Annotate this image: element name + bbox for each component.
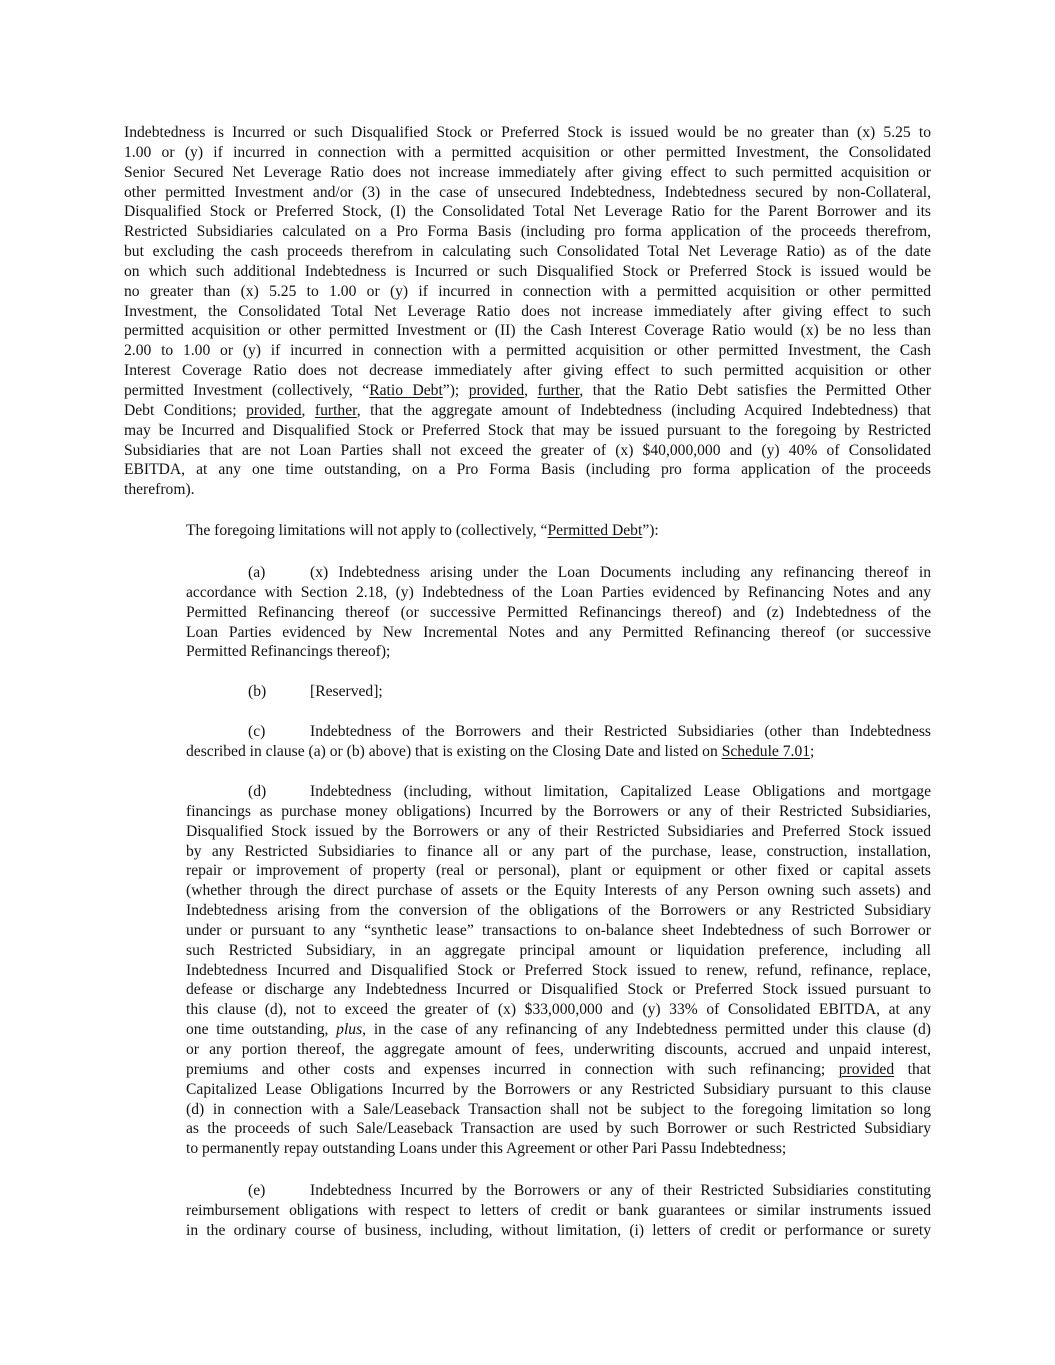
text-run: under or pursuant to any “synthetic lease” transactions to on-balance sheet Indebtedness of such Borrower or xyxy=(186,921,931,939)
text-line xyxy=(186,842,931,862)
text-line xyxy=(186,1040,931,1060)
clause-lead-text xyxy=(310,683,383,700)
clause-first-line xyxy=(186,782,931,802)
paragraph-ratio-debt xyxy=(124,123,931,500)
clause-c xyxy=(186,722,931,762)
text-line xyxy=(124,242,931,262)
text-run: Indebtedness is Incurred or such Disqualified Stock or Preferred Stock is issued would be no greater than (x) 5.25 to xyxy=(124,124,932,141)
text-run: repair or improvement of property (real or personal), plant or equipment or other fixed or capital assets xyxy=(186,862,931,880)
defined-term: further xyxy=(314,401,357,419)
text-line xyxy=(124,143,931,163)
text-line xyxy=(186,583,931,603)
text-run: Investment, the Consolidated Total Net Leverage Ratio does not increase immediately after giving effect to such xyxy=(124,302,931,320)
text-run: Restricted Subsidiaries calculated on a Pro Forma Basis (including pro forma application of the proceeds therefrom, xyxy=(124,223,931,241)
clause-lead-text xyxy=(310,1182,931,1199)
text-run: Interest Coverage Ratio does not decrease immediately after giving effect to such permitted acquisition or other xyxy=(124,362,931,380)
text-line xyxy=(124,282,931,302)
clause-e xyxy=(186,1181,931,1241)
text-run: Subsidiaries that are not Loan Parties shall not exceed the greater of (x) $40,000,000 and (y) 40% of Consolidated xyxy=(124,441,931,459)
text-run: this clause (d), not to exceed the greater of (x) $33,000,000 and (y) 33% of Consolidated EBITDA, at any xyxy=(186,1001,931,1019)
text-run: , that the aggregate amount of Indebtedness (including Acquired Indebtedness) that xyxy=(356,401,931,419)
clause-lead-text xyxy=(310,723,931,740)
text-run: (whether through the direct purchase of assets or the Equity Interests of any Person owning such assets) and xyxy=(186,882,931,900)
text-line xyxy=(186,742,931,762)
text-run: Permitted Refinancings thereof); xyxy=(186,643,391,661)
defined-term: Schedule 7.01 xyxy=(721,742,811,760)
text-run: Disqualified Stock or Preferred Stock, (I) the Consolidated Total Net Leverage Ratio for the Parent Borrower and its xyxy=(124,203,931,221)
clause-label: (a) xyxy=(248,564,266,581)
text-run: in the ordinary course of business, including, without limitation, (i) letters of credit or performance or surety xyxy=(186,1221,931,1239)
text-run: reimbursement obligations with respect to letters of credit or bank guarantees or similar instruments issued xyxy=(186,1201,931,1219)
text-line xyxy=(186,603,931,623)
clause-lead-text xyxy=(310,783,931,800)
text-run: permitted Investment (collectively, “ xyxy=(124,381,370,399)
emphasis-text: plus xyxy=(336,1021,363,1039)
text-line xyxy=(186,901,931,921)
text-run: The foregoing limitations will not apply to (collectively, “ xyxy=(186,522,548,539)
defined-term: provided xyxy=(246,401,302,419)
text-run: ”): xyxy=(642,522,659,539)
text-line xyxy=(124,421,931,441)
text-line xyxy=(124,480,931,500)
text-line xyxy=(124,262,931,282)
clause-d xyxy=(186,782,931,1159)
text-run: Permitted Refinancing thereof (or successive Permitted Refinancings thereof) and (z) Indebtedness of the xyxy=(186,603,931,621)
text-run: on which such additional Indebtedness is Incurred or such Disqualified Stock or Preferred Stock is issued would be xyxy=(124,262,931,280)
text-line xyxy=(186,802,931,822)
text-run: (d) in connection with a Sale/Leaseback Transaction shall not be subject to the foregoing limitation so long xyxy=(186,1100,931,1118)
text-run: ; xyxy=(810,742,815,760)
clause-a xyxy=(186,563,931,662)
text-run: Indebtedness (including, without limitation, Capitalized Lease Obligations and mortgage xyxy=(310,783,931,800)
text-line xyxy=(124,183,931,203)
text-run: financings as purchase money obligations) Incurred by the Borrowers or any of their Restricted Subsidiaries, xyxy=(186,802,931,820)
text-line xyxy=(186,961,931,981)
text-run: therefrom). xyxy=(124,481,195,499)
text-run: 2.00 to 1.00 or (y) if incurred in connection with a permitted acquisition or other permitted Investment, the Cash xyxy=(124,342,931,360)
text-line xyxy=(186,1119,931,1139)
text-line xyxy=(124,341,931,361)
text-line xyxy=(186,1139,931,1159)
clause-lead-text xyxy=(310,564,931,581)
clause-label: (b) xyxy=(248,683,267,700)
clause-first-line xyxy=(186,722,931,742)
text-line xyxy=(186,1201,931,1221)
text-run: premiums and other costs and expenses incurred in connection with such refinancing; xyxy=(186,1060,839,1078)
text-run: accordance with Section 2.18, (y) Indebtedness of the Loan Parties evidenced by Refinancing Notes and any xyxy=(186,583,931,601)
text-line xyxy=(124,381,931,401)
defined-term: Ratio Debt xyxy=(369,381,443,399)
text-line xyxy=(186,623,931,643)
paragraph-permitted-debt-intro xyxy=(186,521,931,541)
text-run: Indebtedness of the Borrowers and their Restricted Subsidiaries (other than Indebtedness xyxy=(310,723,931,740)
text-run: Indebtedness Incurred and Disqualified Stock or Preferred Stock issued to renew, refund, refinance, replace, xyxy=(186,961,931,979)
text-run: 1.00 or (y) if incurred in connection with a permitted acquisition or other permitted Investment, the Consolidated xyxy=(124,143,931,161)
text-line xyxy=(186,941,931,961)
text-line xyxy=(186,1060,931,1080)
text-line xyxy=(186,521,931,541)
text-line xyxy=(124,441,931,461)
text-line xyxy=(124,401,931,421)
text-line xyxy=(124,302,931,322)
text-run: defease or discharge any Indebtedness Incurred or Disqualified Stock or Preferred Stock issued pursuant to xyxy=(186,981,931,999)
text-run: EBITDA, at any one time outstanding, on a Pro Forma Basis (including pro forma application of the proceeds xyxy=(124,461,931,479)
text-run: (x) Indebtedness arising under the Loan Documents including any refinancing thereof in xyxy=(310,564,931,581)
text-run: other permitted Investment and/or (3) in the case of unsecured Indebtedness, Indebtedness secured by non-Collateral, xyxy=(124,183,932,201)
text-run: that xyxy=(894,1060,931,1078)
text-line xyxy=(124,202,931,222)
text-line xyxy=(186,822,931,842)
text-run: one time outstanding, xyxy=(186,1021,337,1039)
text-run: as the proceeds of such Sale/Leaseback Transaction are used by such Borrower or such Restricted Subsidiary xyxy=(186,1120,932,1138)
defined-term: provided xyxy=(838,1060,895,1078)
defined-term: provided xyxy=(468,381,525,399)
text-run: Debt Conditions; xyxy=(124,401,247,419)
text-line xyxy=(124,123,931,143)
text-line xyxy=(186,861,931,881)
text-run: ”); xyxy=(442,381,469,399)
text-run: permitted acquisition or other permitted Investment or (II) the Cash Interest Coverage Ratio would (x) be no less than xyxy=(124,322,931,340)
clause-label: (e) xyxy=(248,1182,266,1199)
text-run: , that the Ratio Debt satisfies the Permitted Other xyxy=(579,381,931,399)
text-line xyxy=(186,980,931,1000)
text-line xyxy=(124,222,931,242)
text-line xyxy=(186,1000,931,1020)
text-line xyxy=(186,1020,931,1040)
clause-first-line xyxy=(186,682,931,702)
text-run: Senior Secured Net Leverage Ratio does not increase immediately after giving effect to such permitted acquisition or xyxy=(124,163,931,181)
text-run: described in clause (a) or (b) above) that is existing on the Closing Date and listed on xyxy=(186,742,722,760)
text-line xyxy=(186,921,931,941)
text-run: Loan Parties evidenced by New Incremental Notes and any Permitted Refinancing thereof (or successive xyxy=(186,623,931,641)
text-line xyxy=(124,460,931,480)
defined-term: further xyxy=(537,381,580,399)
text-line xyxy=(124,361,931,381)
text-line xyxy=(186,1221,931,1241)
text-line xyxy=(186,1080,931,1100)
clause-label: (d) xyxy=(248,783,267,800)
text-run: by any Restricted Subsidiaries to finance all or any part of the purchase, lease, construction, installation, xyxy=(186,842,931,860)
text-run: Indebtedness Incurred by the Borrowers or any of their Restricted Subsidiaries constituting xyxy=(310,1182,931,1199)
text-run: Disqualified Stock issued by the Borrowers or any of their Restricted Subsidiaries and Preferred Stock issued xyxy=(186,822,931,840)
clause-b xyxy=(186,682,931,702)
text-run: but excluding the cash proceeds therefrom in calculating such Consolidated Total Net Leverage Ratio) as of the date xyxy=(124,243,931,261)
text-run: such Restricted Subsidiary, in an aggregate principal amount or liquidation preference, including all xyxy=(186,941,931,959)
defined-term: Permitted Debt xyxy=(547,522,643,539)
text-line xyxy=(124,163,931,183)
text-run: Capitalized Lease Obligations Incurred by the Borrowers or any Restricted Subsidiary pursuant to this clause xyxy=(186,1080,931,1098)
text-line xyxy=(186,881,931,901)
clause-label: (c) xyxy=(248,723,266,740)
text-run: to permanently repay outstanding Loans under this Agreement or other Pari Passu Indebtedness; xyxy=(186,1140,787,1158)
clause-first-line xyxy=(186,563,931,583)
text-line xyxy=(186,1100,931,1120)
text-run: no greater than (x) 5.25 to 1.00 or (y) if incurred in connection with a permitted acquisition or other permitted xyxy=(124,282,931,300)
text-run: or any portion thereof, the aggregate amount of fees, underwriting discounts, accrued and unpaid interest, xyxy=(186,1040,931,1058)
text-run: , xyxy=(301,401,315,419)
text-run: Indebtedness arising from the conversion of the obligations of the Borrowers or any Restricted Subsidiary xyxy=(186,902,931,920)
clause-first-line xyxy=(186,1181,931,1201)
text-run: , xyxy=(524,381,538,399)
text-line xyxy=(124,321,931,341)
text-run: , in the case of any refinancing of any Indebtedness permitted under this clause (d) xyxy=(362,1021,932,1039)
text-run: may be Incurred and Disqualified Stock or Preferred Stock that may be issued pursuant to the foregoing by Restricted xyxy=(124,421,931,439)
text-run: [Reserved]; xyxy=(310,683,383,700)
text-line xyxy=(186,642,931,662)
